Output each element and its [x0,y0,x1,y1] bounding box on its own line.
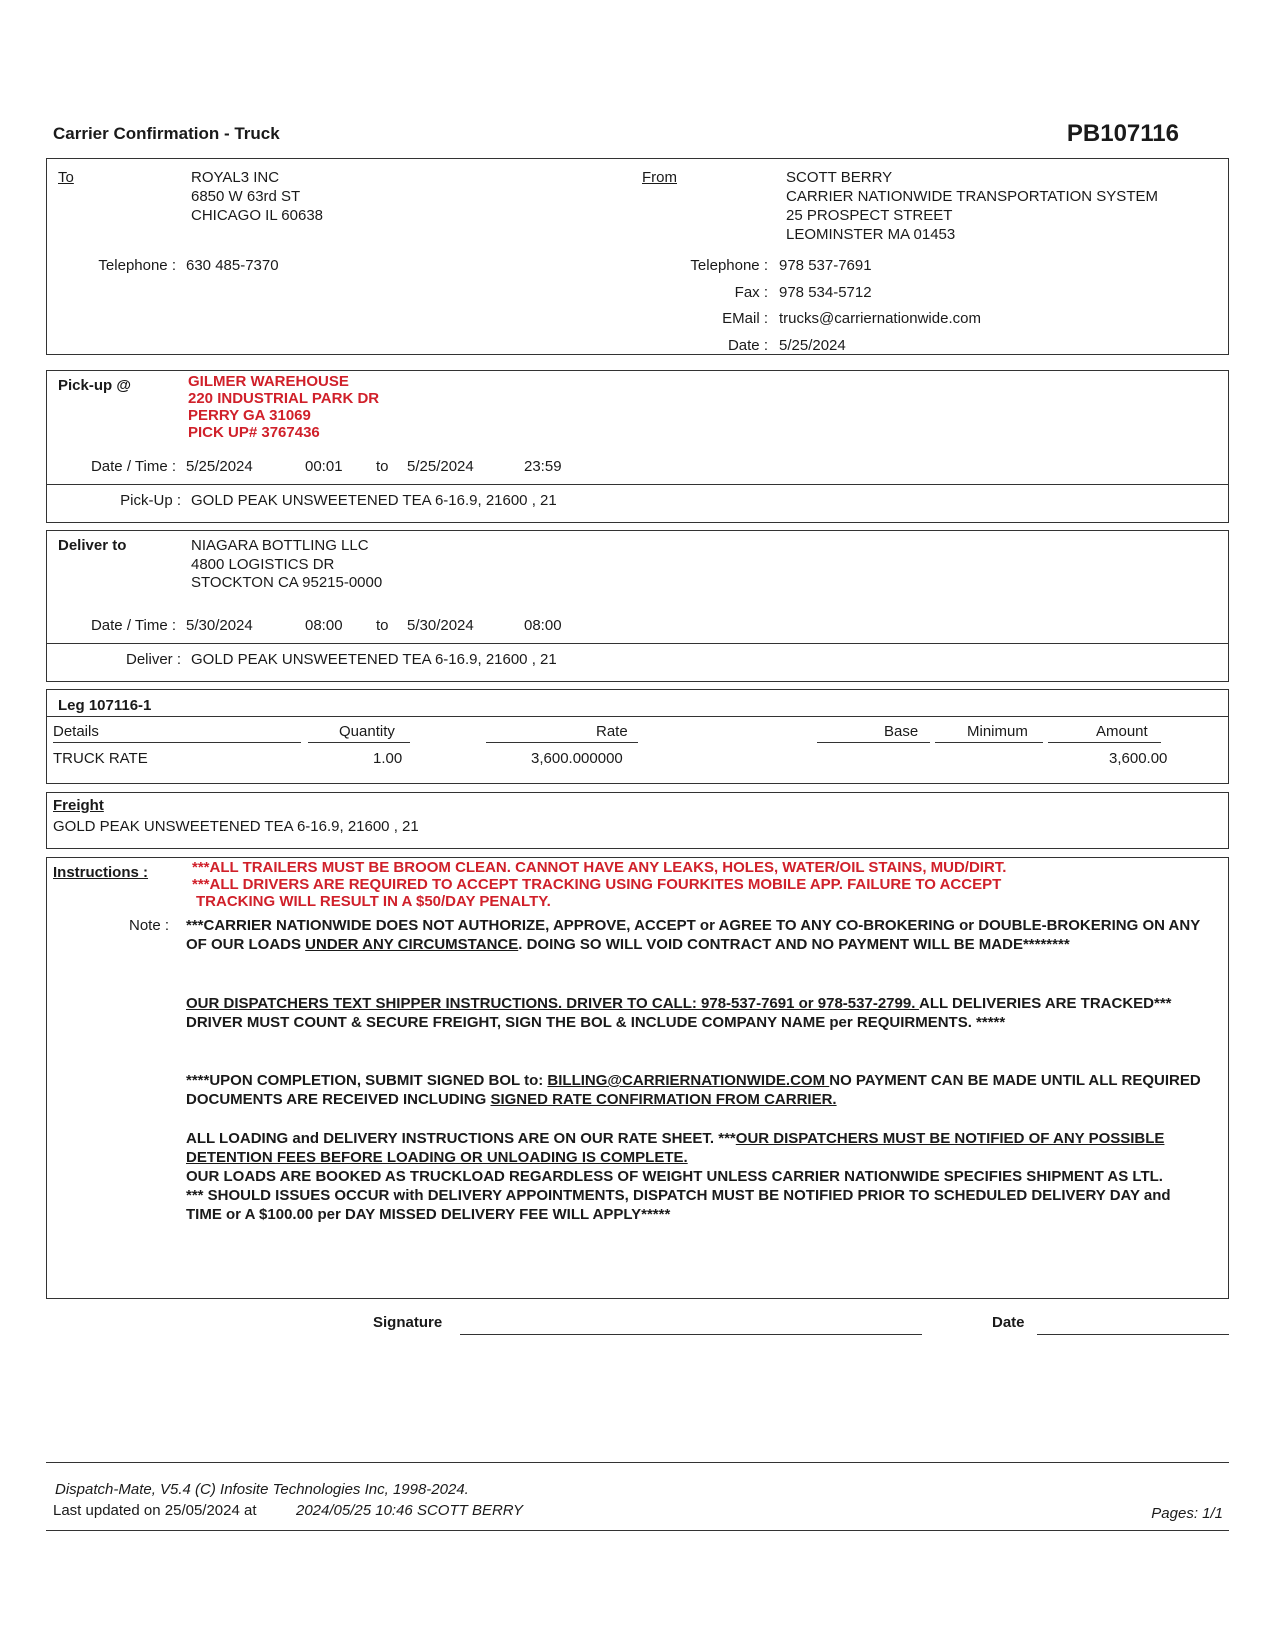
note-paragraph-2 [186,994,1206,1032]
note-label: Note : [129,917,170,934]
delivery-commodity: GOLD PEAK UNSWEETENED TEA 6-16.9, 21600 , 21 [191,651,557,668]
divider [46,643,1229,644]
leg-section [46,689,1229,784]
divider [46,484,1229,485]
pickup-start-date: 5/25/2024 [186,458,253,475]
note-text: OUR LOADS ARE BOOKED AS TRUCKLOAD REGARDLESS OF WEIGHT UNLESS CARRIER NATIONWIDE SPECIFIES SHIPMENT AS LTL. [186,1168,1163,1185]
divider [935,742,1043,743]
note-paragraph-1 [186,916,1206,954]
note-paragraph-4 [186,1129,1206,1224]
document-title: Carrier Confirmation - Truck [53,124,280,143]
note-text-underlined: UNDER ANY CIRCUMSTANCE [305,936,519,953]
divider [486,742,638,743]
delivery-start-date: 5/30/2024 [186,617,253,634]
divider [817,742,930,743]
delivery-datetime-label: Date / Time : [90,617,176,634]
document-number: PB107116 [1066,120,1179,147]
footer-divider [46,1462,1229,1463]
leg-row-rate: 3,600.000000 [531,750,623,767]
from-date: 5/25/2024 [779,337,846,354]
note-text: ALL DELIVERIES ARE TRACKED*** DRIVER MUST COUNT & SECURE FREIGHT, SIGN THE BOL & INCLUDE COMPANY NAME per REQUIRMENTS. ***** [186,995,1172,1031]
to-label: To [58,169,74,186]
pickup-end-time: 23:59 [524,458,562,475]
signature-line[interactable] [460,1334,922,1335]
freight-text: GOLD PEAK UNSWEETENED TEA 6-16.9, 21600 , 21 [53,818,419,835]
note-text: ***CARRIER NATIONWIDE DOES NOT AUTHORIZE, APPROVE, ACCEPT or AGREE TO ANY CO-BROKERING or DOUBLE-BROKERING ON ANY OF OUR LOADS [186,917,1200,953]
signature-label: Signature [373,1314,443,1331]
from-fax-label: Fax : [734,284,768,301]
footer-updated-label: Last updated on 25/05/2024 at [53,1502,257,1519]
note-text-underlined: OUR DISPATCHERS MUST BE NOTIFIED OF ANY POSSIBLE DETENTION FEES BEFORE LOADING OR UNLOADING IS COMPLETE. [186,1130,1165,1166]
from-label: From [642,169,677,186]
from-company: CARRIER NATIONWIDE TRANSPORTATION SYSTEM [786,188,1158,205]
column-header-base: Base [884,723,919,740]
to-telephone-label: Telephone : [98,257,176,274]
freight-label: Freight [53,797,104,814]
leg-row-details: TRUCK RATE [53,750,148,767]
from-fax: 978 534-5712 [779,284,872,301]
from-name: SCOTT BERRY [786,169,893,186]
from-telephone: 978 537-7691 [779,257,872,274]
column-header-details: Details [53,723,99,740]
pickup-line-2: 220 INDUSTRIAL PARK DR [188,390,380,407]
footer-pages: Pages: 1/1 [1151,1505,1223,1522]
note-paragraph-3 [186,1071,1206,1109]
divider [46,716,1229,717]
to-telephone: 630 485-7370 [186,257,279,274]
from-address-1: 25 PROSPECT STREET [786,207,953,224]
to-address-1: 6850 W 63rd ST [191,188,301,205]
note-text: NO PAYMENT CAN BE MADE UNTIL ALL REQUIRED DOCUMENTS ARE RECEIVED INCLUDING [186,1072,1201,1108]
column-header-quantity: Quantity [339,723,395,740]
instruction-red-1: ***ALL TRAILERS MUST BE BROOM CLEAN. CANNOT HAVE ANY LEAKS, HOLES, WATER/OIL STAINS, MUD/DIRT. [192,859,1007,876]
delivery-line-3: STOCKTON CA 95215-0000 [191,574,383,591]
billing-email: BILLING@CARRIERNATIONWIDE.COM [547,1072,830,1089]
pickup-line-4: PICK UP# 3767436 [188,424,320,441]
delivery-start-time: 08:00 [305,617,343,634]
to-name: ROYAL3 INC [191,169,280,186]
from-email-label: EMail : [722,310,768,327]
divider [308,742,410,743]
delivery-to: to [376,617,389,634]
leg-title: Leg 107116-1 [58,697,152,714]
footer-divider [46,1530,1229,1531]
leg-row-amount: 3,600.00 [1109,750,1168,767]
pickup-to: to [376,458,389,475]
pickup-line-3: PERRY GA 31069 [188,407,311,424]
note-text-underlined: SIGNED RATE CONFIRMATION FROM CARRIER. [490,1091,837,1108]
leg-row-quantity: 1.00 [373,750,403,767]
divider [53,742,301,743]
note-text-underlined: OUR DISPATCHERS TEXT SHIPPER INSTRUCTIONS. DRIVER TO CALL: 978-537-7691 or 978-537-2799. [186,995,919,1012]
column-header-minimum: Minimum [967,723,1028,740]
divider [1048,742,1161,743]
note-text: ALL LOADING and DELIVERY INSTRUCTIONS ARE ON OUR RATE SHEET. *** [186,1130,736,1147]
pickup-commodity: GOLD PEAK UNSWEETENED TEA 6-16.9, 21600 , 21 [191,492,557,509]
instruction-red-2: ***ALL DRIVERS ARE REQUIRED TO ACCEPT TRACKING USING FOURKITES MOBILE APP. FAILURE TO ACCEPT [192,876,1002,893]
column-header-amount: Amount [1096,723,1148,740]
pickup-datetime-label: Date / Time : [90,458,176,475]
signature-date-line[interactable] [1037,1334,1229,1335]
delivery-line-2: 4800 LOGISTICS DR [191,556,335,573]
from-telephone-label: Telephone : [690,257,768,274]
delivery-line-1: NIAGARA BOTTLING LLC [191,537,369,554]
pickup-line-1: GILMER WAREHOUSE [188,373,349,390]
note-text: *** SHOULD ISSUES OCCUR with DELIVERY APPOINTMENTS, DISPATCH MUST BE NOTIFIED PRIOR TO SCHEDULED DELIVERY DAY and TIME or A $100.00 per DAY MISSED DELIVERY FEE WILL APPLY***** [186,1187,1171,1223]
pickup-label: Pick-up @ [58,377,131,394]
from-date-label: Date : [727,337,768,354]
from-address-2: LEOMINSTER MA 01453 [786,226,956,243]
to-address-2: CHICAGO IL 60638 [191,207,324,224]
note-text: ****UPON COMPLETION, SUBMIT SIGNED BOL to: [186,1072,548,1089]
note-text: . DOING SO WILL VOID CONTRACT AND NO PAYMENT WILL BE MADE******** [518,936,1070,953]
pickup-commodity-label: Pick-Up : [120,492,181,509]
pickup-start-time: 00:01 [305,458,343,475]
delivery-end-time: 08:00 [524,617,562,634]
delivery-label: Deliver to [58,537,127,554]
from-email: trucks@carriernationwide.com [779,310,981,327]
instruction-red-3: TRACKING WILL RESULT IN A $50/DAY PENALTY. [196,893,551,910]
footer-software: Dispatch-Mate, V5.4 (C) Infosite Technologies Inc, 1998-2024. [55,1481,469,1498]
delivery-end-date: 5/30/2024 [407,617,474,634]
signature-date-label: Date [992,1314,1025,1331]
footer-updated-value: 2024/05/25 10:46 SCOTT BERRY [296,1502,524,1519]
instructions-label: Instructions : [53,864,149,881]
delivery-commodity-label: Deliver : [125,651,181,668]
pickup-end-date: 5/25/2024 [407,458,474,475]
column-header-rate: Rate [596,723,628,740]
